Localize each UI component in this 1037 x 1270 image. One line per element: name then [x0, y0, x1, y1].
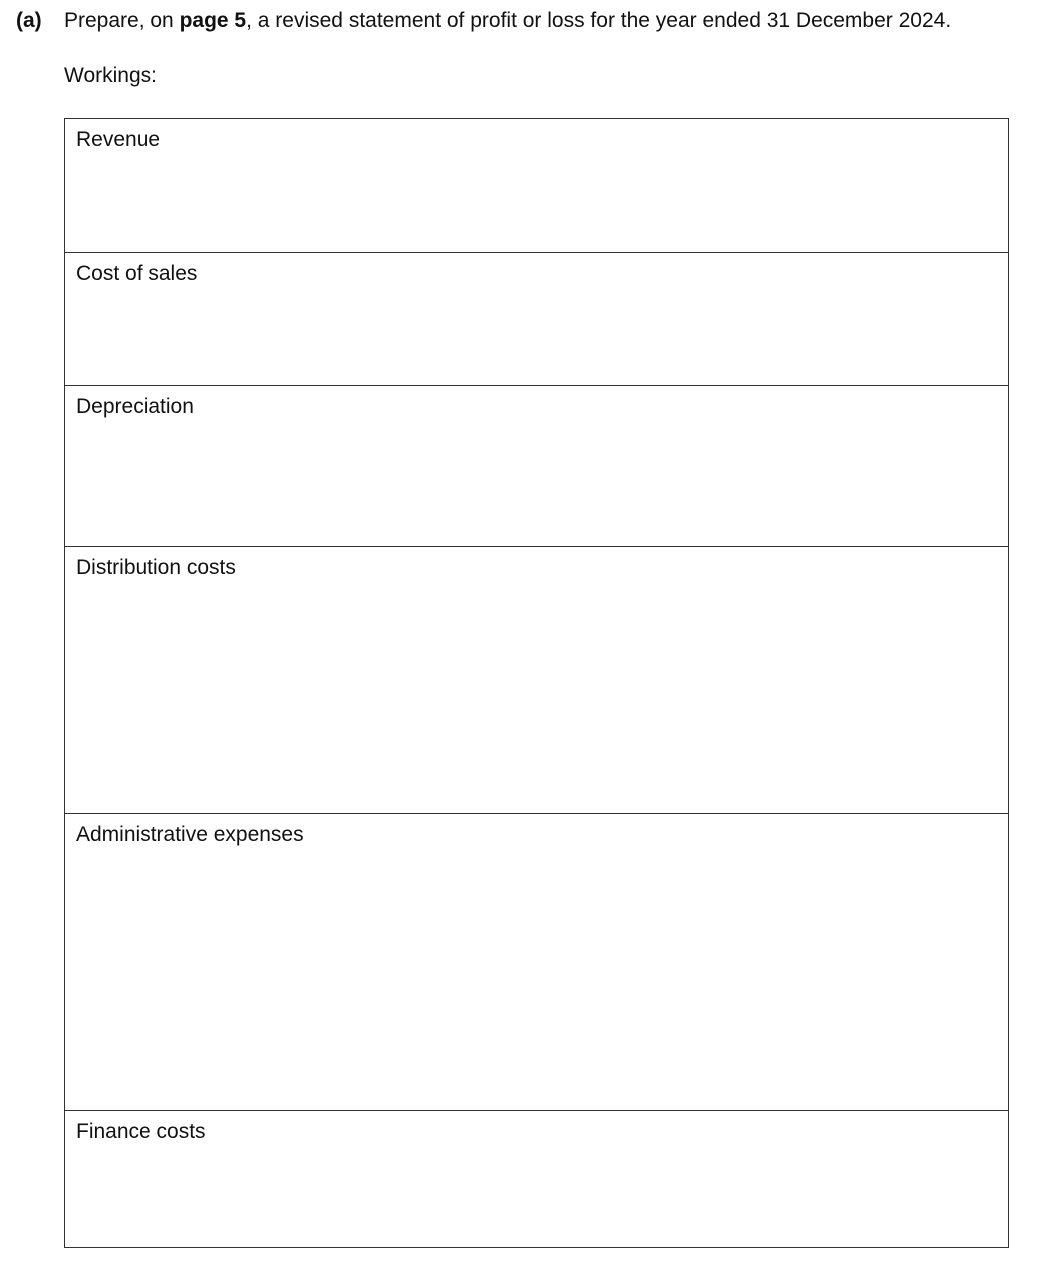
question-text-after: , a revised statement of profit or loss for the year ended 31 December 2024. [246, 9, 952, 32]
section-label: Depreciation [76, 395, 194, 418]
section-label: Finance costs [76, 1120, 206, 1143]
workings-box [64, 118, 1009, 1248]
working-section-administrative-expenses[interactable] [65, 814, 1008, 1111]
working-section-revenue[interactable] [65, 119, 1008, 253]
section-label: Administrative expenses [76, 823, 304, 846]
question-heading [16, 8, 951, 34]
question-text [64, 9, 951, 32]
working-section-finance-costs[interactable] [65, 1111, 1008, 1248]
question-text-bold: page 5 [179, 9, 247, 32]
section-label: Distribution costs [76, 556, 236, 579]
question-text-before: Prepare, on [64, 9, 180, 32]
workings-label: Workings: [64, 64, 157, 87]
working-section-depreciation[interactable] [65, 386, 1008, 547]
section-label: Cost of sales [76, 262, 198, 285]
working-section-cost-of-sales[interactable] [65, 253, 1008, 386]
question-label: (a) [16, 9, 42, 32]
working-section-distribution-costs[interactable] [65, 547, 1008, 814]
section-label: Revenue [76, 128, 161, 151]
